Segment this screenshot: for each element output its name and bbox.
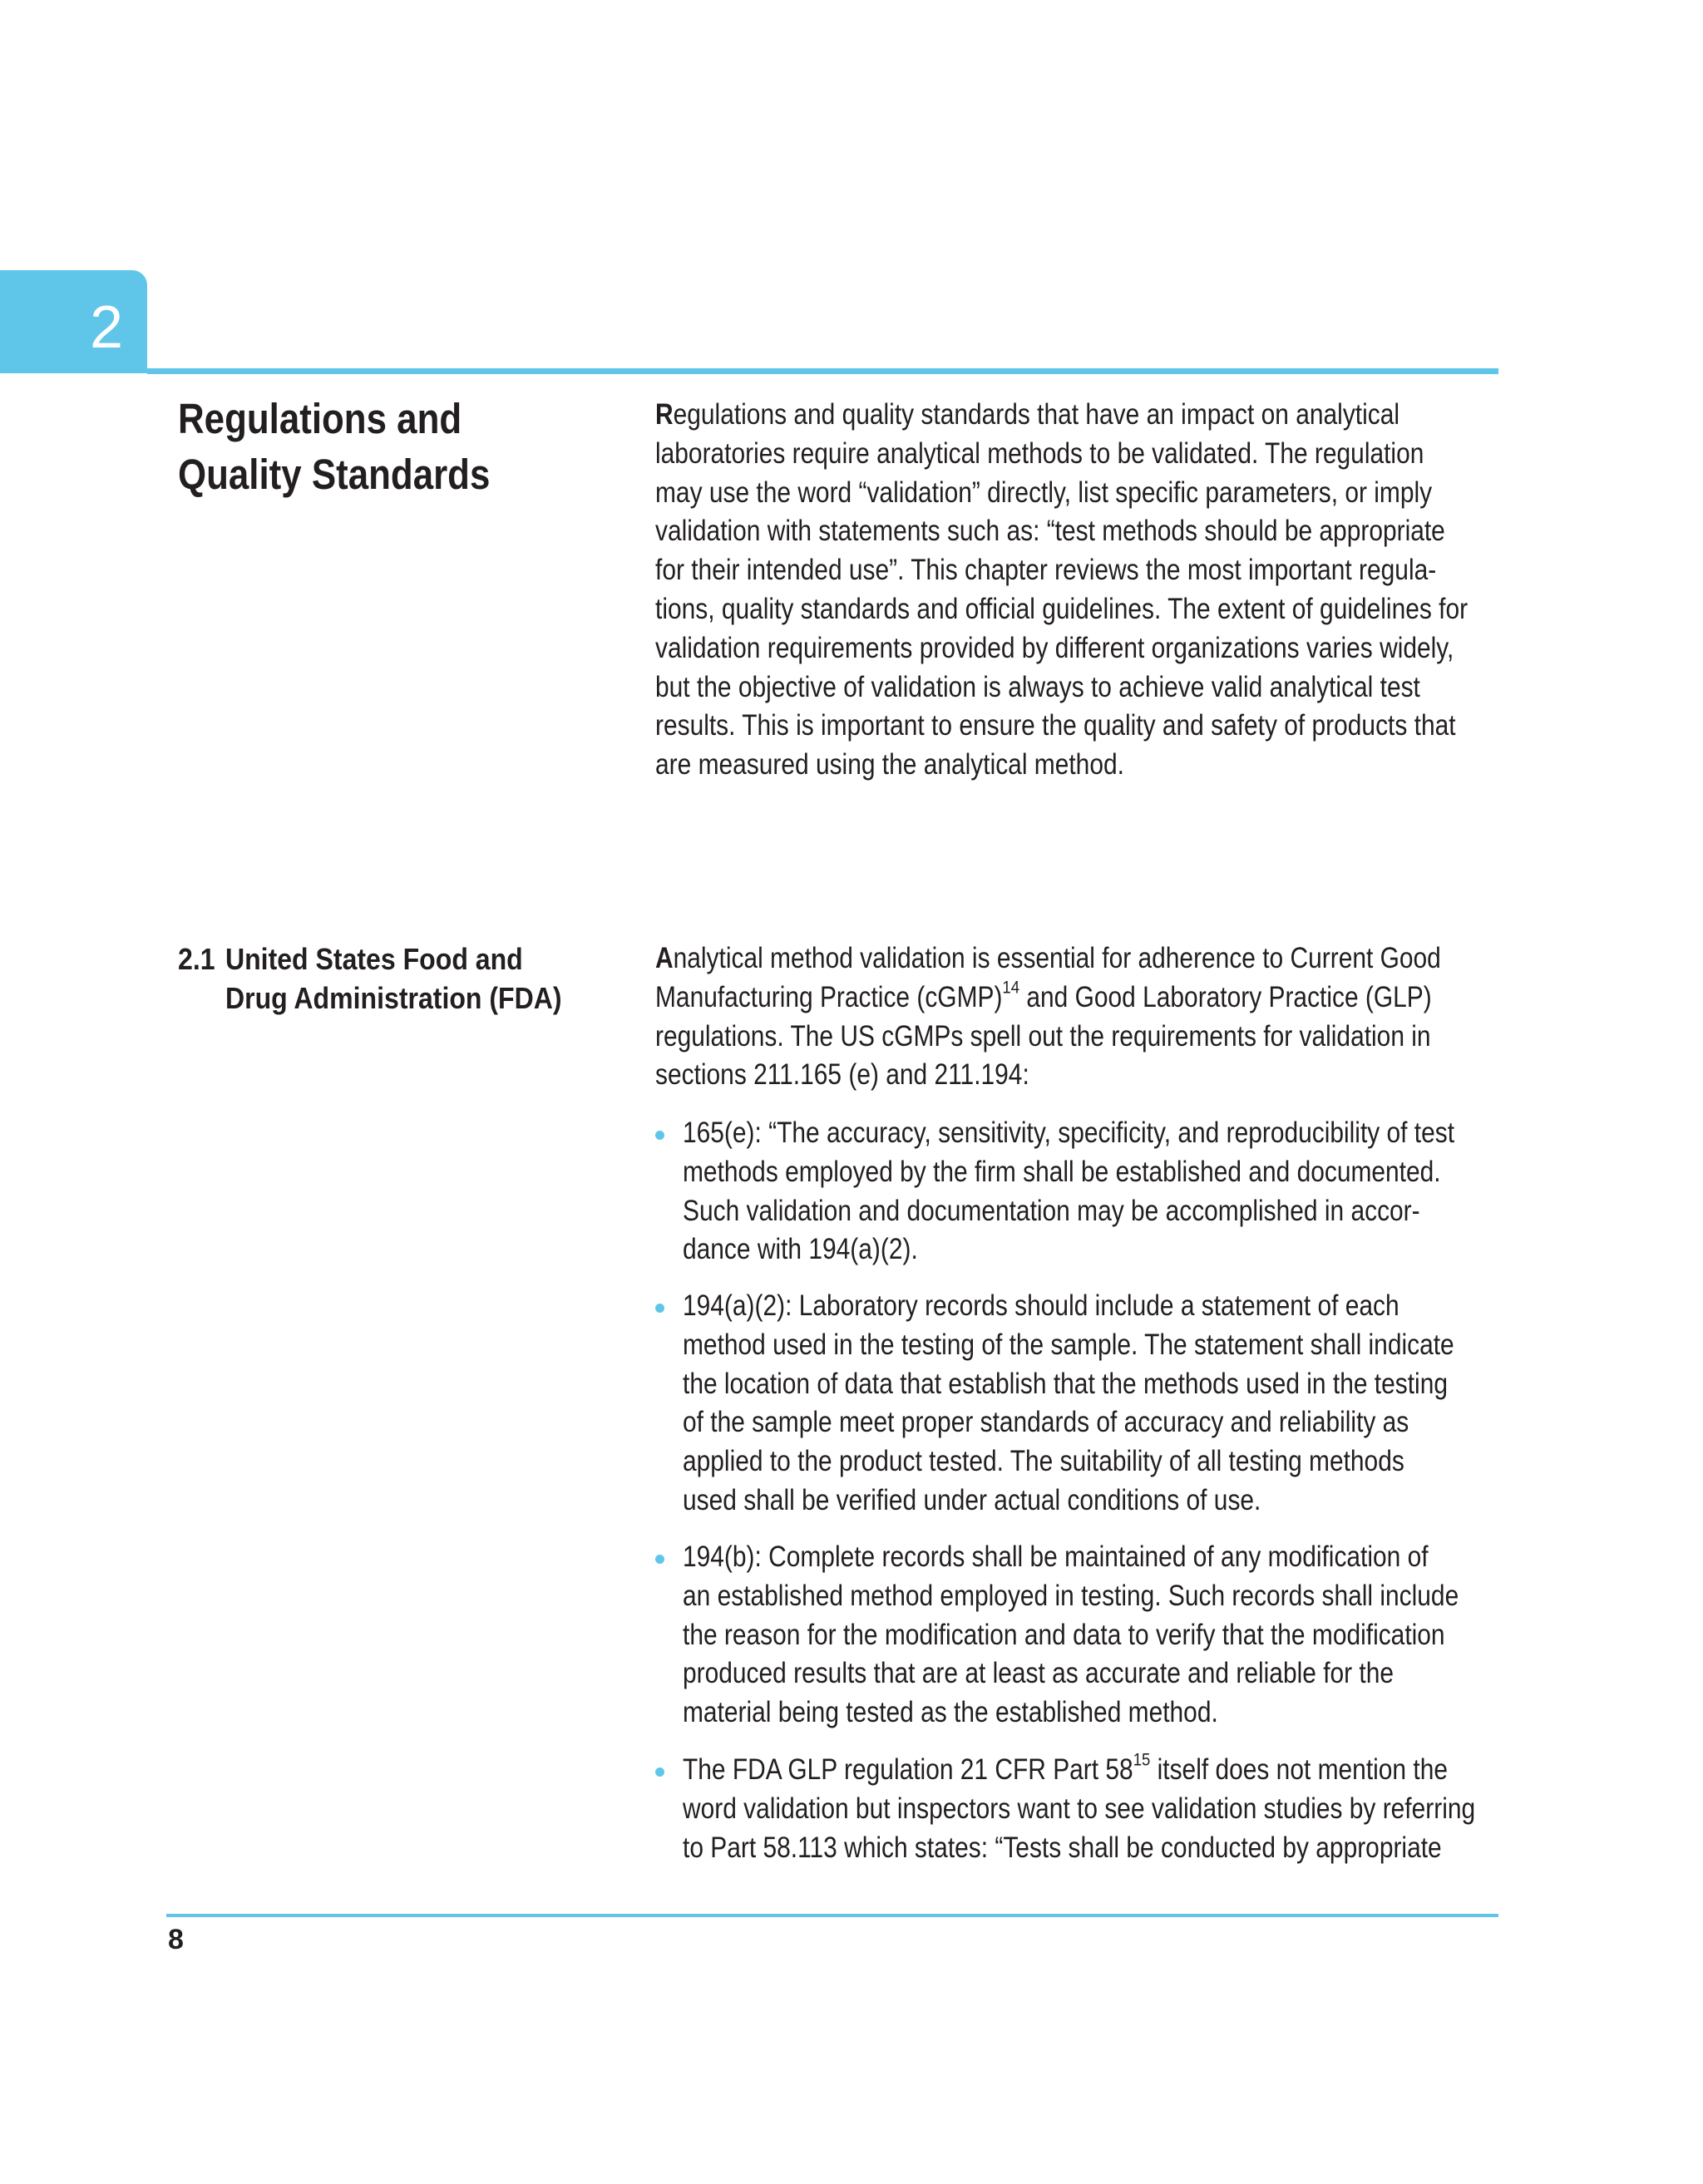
footnote-ref: 14: [1002, 976, 1020, 998]
bullet-line: The FDA GLP regulation 21 CFR Part $58^{15}$ itself does not mention the: [683, 1748, 1448, 1786]
chapter-title-line: Quality Standards: [178, 451, 491, 498]
bullet-line: the reason for the modification and data to verify that the modification: [683, 1618, 1445, 1651]
drop-cap: A: [655, 942, 674, 974]
paragraph-line: regulations. The US cGMPs spell out the requirements for validation in: [655, 1019, 1431, 1053]
bullet-text: [683, 1538, 1459, 1733]
bullet-text: [683, 1748, 1476, 1867]
drop-cap: R: [655, 398, 674, 431]
bullet-line: methods employed by the firm shall be established and documented.: [683, 1155, 1441, 1188]
bullet-text: [683, 1114, 1454, 1269]
bullet-line: used shall be verified under actual conditions of use.: [683, 1483, 1261, 1516]
bullet-line: the location of data that establish that the methods used in the testing: [683, 1367, 1448, 1400]
section-heading-line: Drug Administration (FDA): [225, 981, 562, 1015]
footnote-ref: 15: [1133, 1748, 1151, 1770]
paragraph-line: laboratories require analytical methods to be validated. The regulation: [655, 436, 1424, 470]
paragraph-line: validation with statements such as: “test methods should be appropriate: [655, 515, 1445, 548]
chapter-number: 2: [90, 294, 124, 361]
section-number: 2.1: [178, 942, 215, 976]
chapter-title-line: Regulations and: [178, 395, 462, 442]
bullet-line: of the sample meet proper standards of accuracy and reliability as: [683, 1406, 1409, 1439]
paragraph-line: results. This is important to ensure the quality and safety of products that: [655, 709, 1456, 742]
paragraph-line: Analytical method validation is essential for adherence to Current Good: [655, 942, 1441, 974]
paragraph-line: Regulations and quality standards that have an impact on analytical: [655, 398, 1399, 431]
top-divider: [147, 368, 1498, 374]
page-number: 8: [168, 1924, 184, 1955]
paragraph-line: tions, quality standards and official guidelines. The extent of guidelines for: [655, 592, 1469, 625]
paragraph-line: sections 211.165 (e) and 211.194:: [655, 1058, 1029, 1092]
bullet-line: Such validation and documentation may be accomplished in accor-: [683, 1194, 1420, 1227]
bullet-dot-icon: [655, 1304, 664, 1313]
bullet-line: 165(e): “The accuracy, sensitivity, specificity, and reproducibility of test: [683, 1117, 1455, 1149]
bullet-line: to Part 58.113 which states: “Tests shall be conducted by appropriate: [683, 1831, 1442, 1864]
bullet-line: applied to the product tested. The suitability of all testing methods: [683, 1445, 1404, 1478]
chapter-tab: [0, 270, 147, 373]
paragraph-line: for their intended use”. This chapter reviews the most important regula-: [655, 554, 1437, 587]
chapter-title: [178, 391, 550, 502]
section-heading-line: 2.1 United States Food and: [178, 939, 562, 979]
bottom-divider: [166, 1914, 1498, 1917]
bullet-line: material being tested as the established method.: [683, 1696, 1218, 1729]
bullet-dot-icon: [655, 1767, 664, 1777]
intro-paragraph: [655, 396, 1468, 785]
bullet-line: method used in the testing of the sample. The statement shall indicate: [683, 1328, 1454, 1361]
bullet-line: produced results that are at least as accurate and reliable for the: [683, 1657, 1394, 1690]
paragraph-line: Manufacturing Practice (cGMP)$^{14}$ and Good Laboratory Practice (GLP): [655, 976, 1432, 1013]
section-heading: [178, 939, 562, 1018]
paragraph-line: are measured using the analytical method.: [655, 748, 1124, 781]
bullet-line: 194(b): Complete records shall be maintained of any modification of: [683, 1541, 1429, 1573]
bullet-dot-icon: [655, 1131, 664, 1140]
bullet-dot-icon: [655, 1555, 664, 1564]
bullet-line: word validation but inspectors want to see validation studies by referring: [683, 1792, 1476, 1825]
paragraph-line: but the objective of validation is always to achieve valid analytical test: [655, 670, 1420, 703]
bullet-line: dance with 194(a)(2).: [683, 1233, 918, 1266]
section-paragraph: [655, 939, 1441, 1095]
bullet-line: 194(a)(2): Laboratory records should include a statement of each: [683, 1289, 1399, 1322]
bullet-text: [683, 1287, 1454, 1521]
bullet-line: an established method employed in testing. Such records shall include: [683, 1579, 1459, 1612]
paragraph-line: validation requirements provided by different organizations varies widely,: [655, 631, 1454, 664]
paragraph-line: may use the word “validation” directly, list specific parameters, or imply: [655, 476, 1433, 509]
